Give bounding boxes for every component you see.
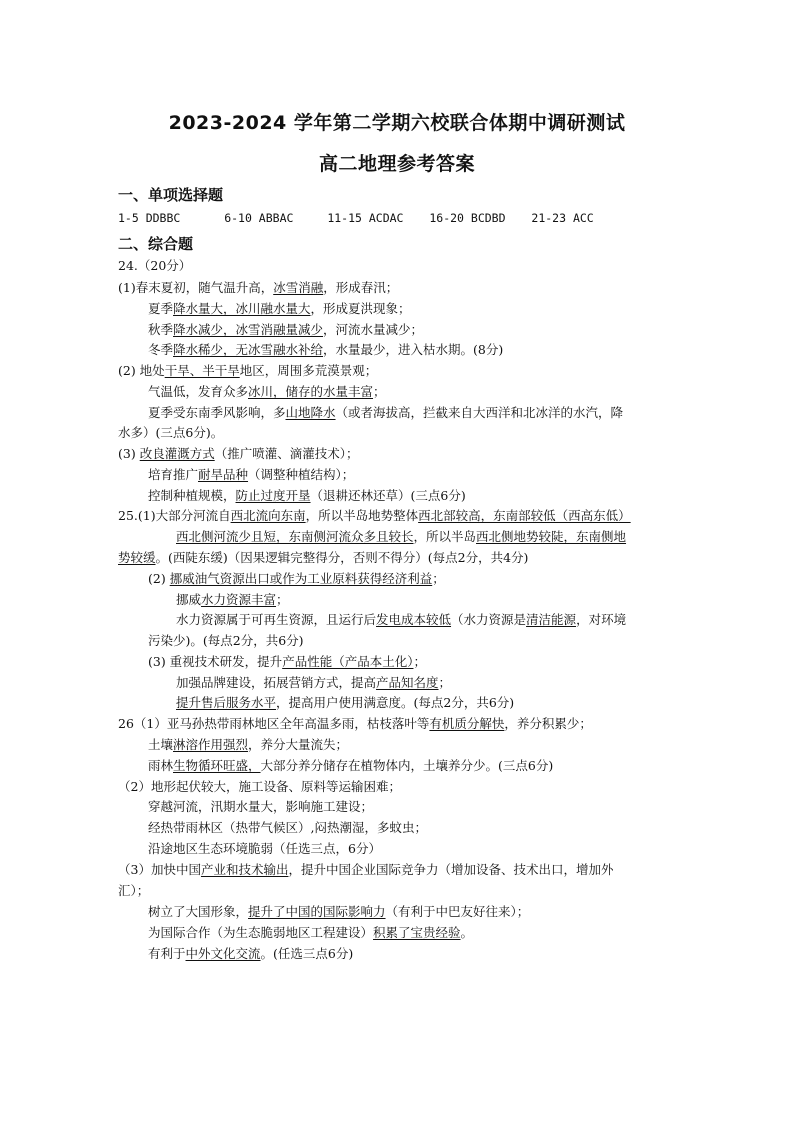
answer-line: 夏季降水量大，冰川融水量大，形成夏洪现象；: [148, 301, 411, 316]
answer-line: (2) 挪威油气资源出口或作为工业原料获得经济利益；: [148, 571, 445, 586]
answer-line: 秋季降水减少，冰雪消融量减少，河流水量减少；: [148, 322, 424, 337]
answer-line: 加强品牌建设，拓展营销方式，提高产品知名度；: [176, 675, 452, 690]
answer-line: 培育推广耐旱品种（调整种植结构）；: [148, 467, 355, 482]
answer-line: 西北侧河流少且短，东南侧河流众多且较长，所以半岛西北侧地势较陡，东南侧地: [176, 529, 627, 544]
answer-line: 气温低，发育众多冰川，储存的水量丰富；: [148, 384, 386, 399]
document-title: 2023-2024 学年第二学期六校联合体期中调研测试: [168, 112, 626, 134]
answer-line: 挪威水力资源丰富；: [176, 592, 289, 607]
answer-group: 1-5 DDBBC: [118, 211, 181, 225]
answer-line: 提升售后服务水平，提高用户使用满意度。(每点2分，共6分): [176, 695, 515, 710]
answer-line: 雨林生物循环旺盛，大部分养分储存在植物体内，土壤养分少。(三点6分): [148, 758, 554, 773]
answer-group: 16-20 BCDBD: [429, 211, 506, 225]
answer-line: 污染少)。(每点2分，共6分): [148, 633, 304, 648]
answer-line: 土壤淋溶作用强烈，养分大量流失；: [148, 737, 349, 752]
answer-line: 26（1）亚马孙热带雨林地区全年高温多雨，枯枝落叶等有机质分解快，养分积累少；: [118, 716, 592, 731]
answer-line: 冬季降水稀少，无冰雪融水补给，水量最少，进入枯水期。(8分): [148, 342, 504, 357]
document-subtitle: 高二地理参考答案: [318, 153, 475, 175]
answer-group: 6-10 ABBAC: [224, 211, 294, 225]
answer-line: 为国际合作（为生态脆弱地区工程建设）积累了宝贵经验。: [148, 925, 474, 940]
answer-line: 水力资源属于可再生资源，且运行后发电成本较低（水力资源是清洁能源，对环境: [176, 612, 627, 627]
answer-line: 沿途地区生态环境脆弱（任选三点，6分）: [148, 841, 381, 856]
answer-line: （2）地形起伏较大，施工设备、原料等运输困难；: [118, 779, 401, 794]
answer-line: 汇）；: [118, 883, 150, 898]
answer-line: 树立了大国形象，提升了中国的国际影响力（有利于中巴友好往来）；: [148, 904, 530, 919]
answer-line: (3) 重视技术研发，提升产品性能（产品本土化）；: [148, 654, 426, 669]
answer-line: 夏季受东南季风影响，多山地降水（或者海拔高，拦截来自大西洋和北冰洋的水汽，降: [148, 405, 624, 420]
section-heading-single-choice: 一、单项选择题: [118, 186, 224, 204]
answer-group: 11-15 ACDAC: [327, 211, 404, 225]
answer-line: 穿越河流，汛期水量大，影响施工建设；: [148, 799, 374, 814]
answer-group: 21-23 ACC: [531, 211, 594, 225]
answer-line: 经热带雨林区（热带气候区）,闷热潮湿，多蚊虫；: [148, 820, 427, 835]
answer-line: (3) 改良灌溉方式（推广喷灌、滴灌技术）；: [118, 446, 359, 461]
section-heading-comprehensive: 二、综合题: [118, 235, 194, 253]
answer-line: 势较缓。(西陡东缓)（因果逻辑完整得分，否则不得分）(每点2分，共4分): [118, 550, 529, 565]
answer-line: (2) 地处干旱、半干旱地区，周围多荒漠景观；: [118, 363, 378, 378]
question-24-label: 24.（20分）: [118, 258, 192, 273]
answer-line: 水多）(三点6分)。: [118, 425, 224, 440]
answer-line: （3）加快中国产业和技术输出，提升中国企业国际竞争力（增加设备、技术出口，增加外: [118, 862, 614, 877]
answer-line: 控制种植规模，防止过度开垦（退耕还林还草）(三点6分): [148, 488, 466, 503]
answer-line: (1)春末夏初，随气温升高，冰雪消融，形成春汛；: [118, 280, 399, 295]
answer-key-row: [118, 210, 594, 226]
answer-line: 有利于中外文化交流。(任选三点6分): [148, 946, 354, 961]
answer-line: 25.(1)大部分河流自西北流向东南，所以半岛地势整体西北部较高，东南部较低（西高东低）: [118, 508, 631, 523]
